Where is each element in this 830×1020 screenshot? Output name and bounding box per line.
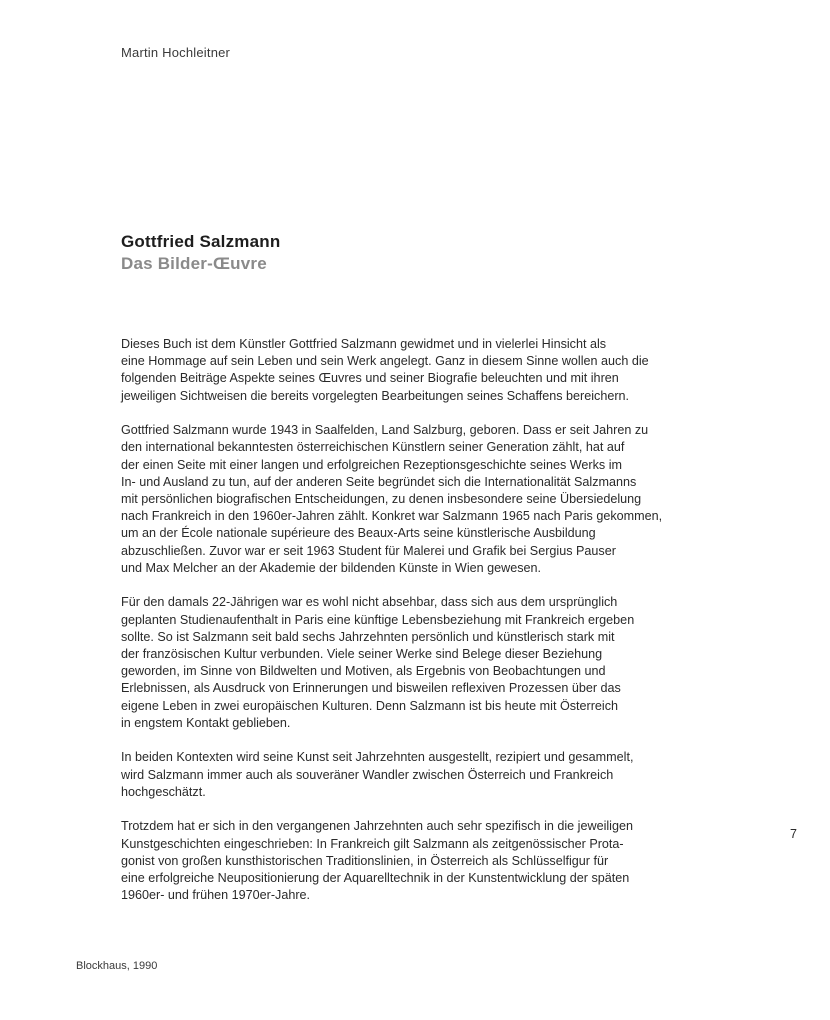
paragraph: [121, 749, 721, 801]
text-line: Gottfried Salzmann wurde 1943 in Saalfelden, Land Salzburg, geboren. Dass er seit Jahren zu: [121, 423, 649, 438]
text-line: 1960er- und frühen 1970er-Jahre.: [121, 888, 311, 903]
text-line: geworden, im Sinne von Bildwelten und Motiven, als Ergebnis von Beobachtungen und: [121, 664, 606, 679]
text-line: sollte. So ist Salzmann seit bald sechs Jahrzehnten persönlich und künstlerisch stark mit: [121, 629, 615, 644]
text-line: der französischen Kultur verbunden. Viele seiner Werke sind Belege dieser Beziehung: [121, 647, 603, 662]
text-line: folgenden Beiträge Aspekte seines Œuvres und seiner Biografie beleuchten und mit ihren: [121, 371, 619, 386]
text-line: mit persönlichen biografischen Entscheidungen, zu denen insbesondere seine Übersiedelung: [121, 492, 642, 507]
paragraph: [121, 336, 721, 405]
running-header-author: Martin Hochleitner: [121, 45, 231, 60]
text-line: Erlebnissen, als Ausdruck von Erinnerungen und bisweilen reflexiven Prozessen über das: [121, 681, 621, 696]
text-line: und Max Melcher an der Akademie der bildenden Künste in Wien gewesen.: [121, 560, 542, 575]
text-line: wird Salzmann immer auch als souveräner Wandler zwischen Österreich und Frankreich: [121, 767, 614, 782]
image-caption: Blockhaus, 1990: [76, 960, 158, 972]
text-line: geplanten Studienaufenthalt in Paris eine künftige Lebensbeziehung mit Frankreich ergeben: [121, 612, 635, 627]
text-line: nach Frankreich in den 1960er-Jahren zählt. Konkret war Salzmann 1965 nach Paris gekommen,: [121, 509, 663, 524]
text-line: Für den damals 22-Jährigen war es wohl nicht absehbar, dass sich aus dem ursprünglich: [121, 595, 618, 610]
text-line: In beiden Kontexten wird seine Kunst seit Jahrzehnten ausgestellt, rezipiert und gesammelt,: [121, 750, 634, 765]
body-text: [121, 336, 721, 922]
paragraph: [121, 594, 721, 732]
text-line: eigene Leben in zwei europäischen Kulturen. Denn Salzmann ist bis heute mit Österreich: [121, 698, 619, 713]
text-line: in engstem Kontakt geblieben.: [121, 715, 291, 730]
paragraph: [121, 422, 721, 577]
text-line: eine erfolgreiche Neupositionierung der Aquarelltechnik in der Kunstentwicklung der späten: [121, 871, 630, 886]
text-line: um an der École nationale supérieure des Beaux-Arts seine künstlerische Ausbildung: [121, 526, 596, 541]
text-line: abzuschließen. Zuvor war er seit 1963 Student für Malerei und Grafik bei Sergius Pauser: [121, 543, 616, 558]
article-title: Gottfried Salzmann: [121, 232, 281, 251]
text-line: In- und Ausland zu tun, auf der anderen Seite begründet sich die Internationalität Salzmanns: [121, 474, 637, 489]
text-line: eine Hommage auf sein Leben und sein Werk angelegt. Ganz in diesem Sinne wollen auch die: [121, 354, 649, 369]
text-line: Trotzdem hat er sich in den vergangenen Jahrzehnten auch sehr spezifisch in die jeweiligen: [121, 819, 633, 834]
text-line: den international bekanntesten österreichischen Künstlern seiner Generation zählt, hat auf: [121, 440, 625, 455]
text-line: Dieses Buch ist dem Künstler Gottfried Salzmann gewidmet und in vielerlei Hinsicht als: [121, 337, 607, 351]
text-line: hochgeschätzt.: [121, 784, 206, 799]
text-line: Kunstgeschichten eingeschrieben: In Frankreich gilt Salzmann als zeitgenössischer Prota-: [121, 836, 624, 851]
text-line: der einen Seite mit einer langen und erfolgreichen Rezeptionsgeschichte seines Werks im: [121, 457, 622, 472]
text-line: jeweiligen Sichtweisen die bereits vorgelegten Bearbeitungen seines Schaffens bereichern.: [121, 388, 630, 403]
title-block: [121, 231, 280, 275]
text-line: gonist von großen kunsthistorischen Traditionslinien, in Österreich als Schlüsselfigur für: [121, 853, 609, 868]
article-subtitle: Das Bilder-Œuvre: [121, 254, 267, 273]
page-number: 7: [790, 827, 797, 841]
paragraph: [121, 818, 721, 904]
